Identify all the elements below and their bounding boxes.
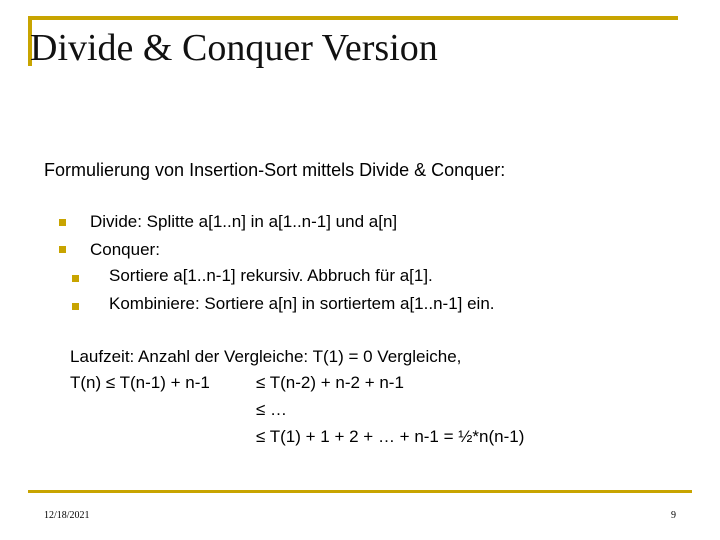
footer-rule bbox=[28, 490, 692, 493]
slide-title: Divide & Conquer Version bbox=[30, 27, 438, 69]
bullet-conquer: Conquer: bbox=[90, 240, 160, 259]
page-number: 9 bbox=[671, 510, 676, 521]
bullet-divide: Divide: Splitte a[1..n] in a[1..n-1] und a[n] bbox=[90, 212, 398, 231]
runtime-line-2-left: T(n) ≤ T(n-1) + n-1 bbox=[70, 373, 210, 392]
runtime-line-3: ≤ … bbox=[256, 400, 288, 419]
runtime-line-4: ≤ T(1) + 1 + 2 + … + n-1 = ½*n(n-1) bbox=[256, 427, 525, 446]
footer-date: 12/18/2021 bbox=[44, 510, 90, 521]
title-frame-top bbox=[28, 16, 678, 20]
sub-bullet-marker-icon bbox=[72, 303, 79, 310]
sub-bullet-sort: Sortiere a[1..n-1] rekursiv. Abbruch für a[1]. bbox=[109, 266, 433, 285]
runtime-line-1: Laufzeit: Anzahl der Vergleiche: T(1) = 0 Vergleiche, bbox=[70, 347, 462, 366]
intro-text: Formulierung von Insertion-Sort mittels Divide & Conquer: bbox=[44, 160, 506, 180]
sub-bullet-combine: Kombiniere: Sortiere a[n] in sortiertem a[1..n-1] ein. bbox=[109, 294, 495, 313]
runtime-line-2-right: ≤ T(n-2) + n-2 + n-1 bbox=[256, 373, 404, 392]
bullet-marker-icon bbox=[59, 246, 66, 253]
sub-bullet-marker-icon bbox=[72, 275, 79, 282]
bullet-marker-icon bbox=[59, 219, 66, 226]
